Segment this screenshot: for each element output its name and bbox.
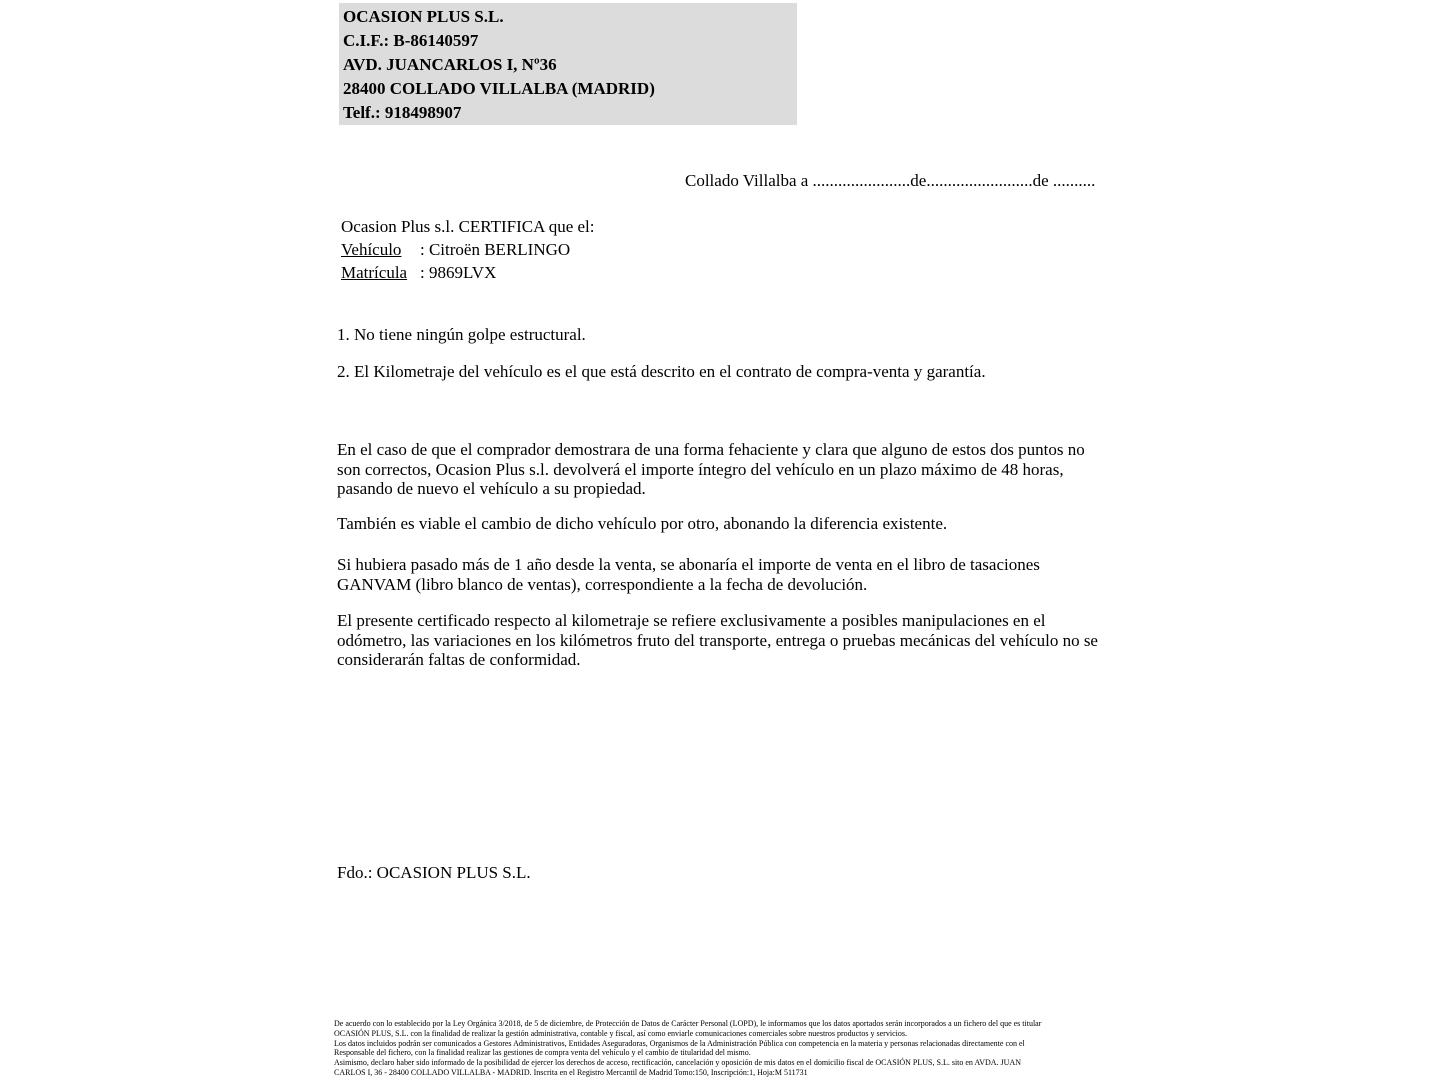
legal-footer-line: De acuerdo con lo establecido por la Ley Orgánica 3/2018, de 5 de diciembre, de Protección de Datos de Carácter Personal (LOPD), le informamos que los datos aportados serán incorporados a un fichero del que es titular: [334, 1019, 1042, 1028]
field-row-plate: [341, 261, 570, 284]
letterhead-box: [339, 3, 797, 125]
clause-1: 1. No tiene ningún golpe estructural.: [337, 325, 586, 344]
certification-intro: Ocasion Plus s.l. CERTIFICA que el:: [341, 217, 595, 236]
plate-value: : 9869LVX: [420, 263, 497, 282]
company-name: OCASION PLUS S.L.: [343, 7, 504, 26]
legal-footer-line: OCASIÓN PLUS, S.L. con la finalidad de realizar la gestión administrativa, contable y fiscal, así como enviarle comunicaciones comerciales sobre nuestros productos y servicios.: [334, 1028, 907, 1038]
clause-2: 2. El Kilometraje del vehículo es el que está descrito en el contrato de compra-venta y garantía.: [337, 362, 986, 381]
company-city: 28400 COLLADO VILLALBA (MADRID): [343, 79, 655, 98]
field-row-vehicle: [341, 238, 570, 261]
company-address: AVD. JUANCARLOS I, Nº36: [343, 55, 557, 74]
legal-footer: [334, 1019, 1041, 1078]
paragraph-refund-terms: En el caso de que el comprador demostrara de una forma fehaciente y clara que alguno de estos dos puntos no son correctos, Ocasion Plus s.l. devolverá el importe íntegro del vehículo en un plazo máximo de 48 horas, pasando de nuevo el vehículo a su propiedad.: [337, 440, 1085, 498]
signature-line: Fdo.: OCASION PLUS S.L.: [337, 863, 531, 882]
plate-label: Matrícula: [341, 263, 408, 282]
paragraph-odometer-disclaimer: El presente certificado respecto al kilometraje se refiere exclusivamente a posibles manipulaciones en el odómetro, las variaciones en los kilómetros fruto del transporte, entrega o pruebas mecánicas del vehículo no se considerarán faltas de conformidad.: [337, 611, 1098, 669]
legal-footer-line: Responsable del fichero, con la finalidad realizar las gestiones de compra venta del vehículo y el cambio de titularidad del mismo.: [334, 1048, 751, 1058]
vehicle-label: Vehículo: [341, 240, 402, 259]
paragraph-exchange-option: También es viable el cambio de dicho vehículo por otro, abonando la diferencia existente.: [337, 514, 948, 533]
company-cif: C.I.F.: B-86140597: [343, 31, 479, 50]
legal-footer-line: Los datos incluidos podrán ser comunicados a Gestores Administrativos, Entidades Aseguradoras, Organismos de la Administración Pública con competencia en la materia y personas relacionadas directamente con el: [334, 1038, 1025, 1048]
paragraph-ganvam-valuation: Si hubiera pasado más de 1 año desde la venta, se abonaría el importe de venta en el libro de tasaciones GANVAM (libro blanco de ventas), correspondiente a la fecha de devolución.: [337, 555, 1040, 594]
vehicle-value: : Citroën BERLINGO: [420, 240, 571, 259]
legal-footer-line: Asimismo, declaro haber sido informado de la posibilidad de ejercer los derechos de acceso, rectificación, cancelación y oposición de mis datos en el domicilio fiscal de OCASIÓN PLUS, S.L. sito en AVDA. JUAN: [334, 1058, 1022, 1068]
company-phone: Telf.: 918498907: [343, 103, 462, 122]
legal-footer-line: CARLOS I, 36 - 28400 COLLADO VILLALBA - MADRID. Inscrita en el Registro Mercantil de Madrid Tomo:150, Inscripción:1, Hoja:M 511731: [334, 1067, 808, 1077]
vehicle-fields: [341, 238, 570, 284]
date-line: Collado Villalba a .......................de.........................de ..........: [685, 171, 1096, 190]
